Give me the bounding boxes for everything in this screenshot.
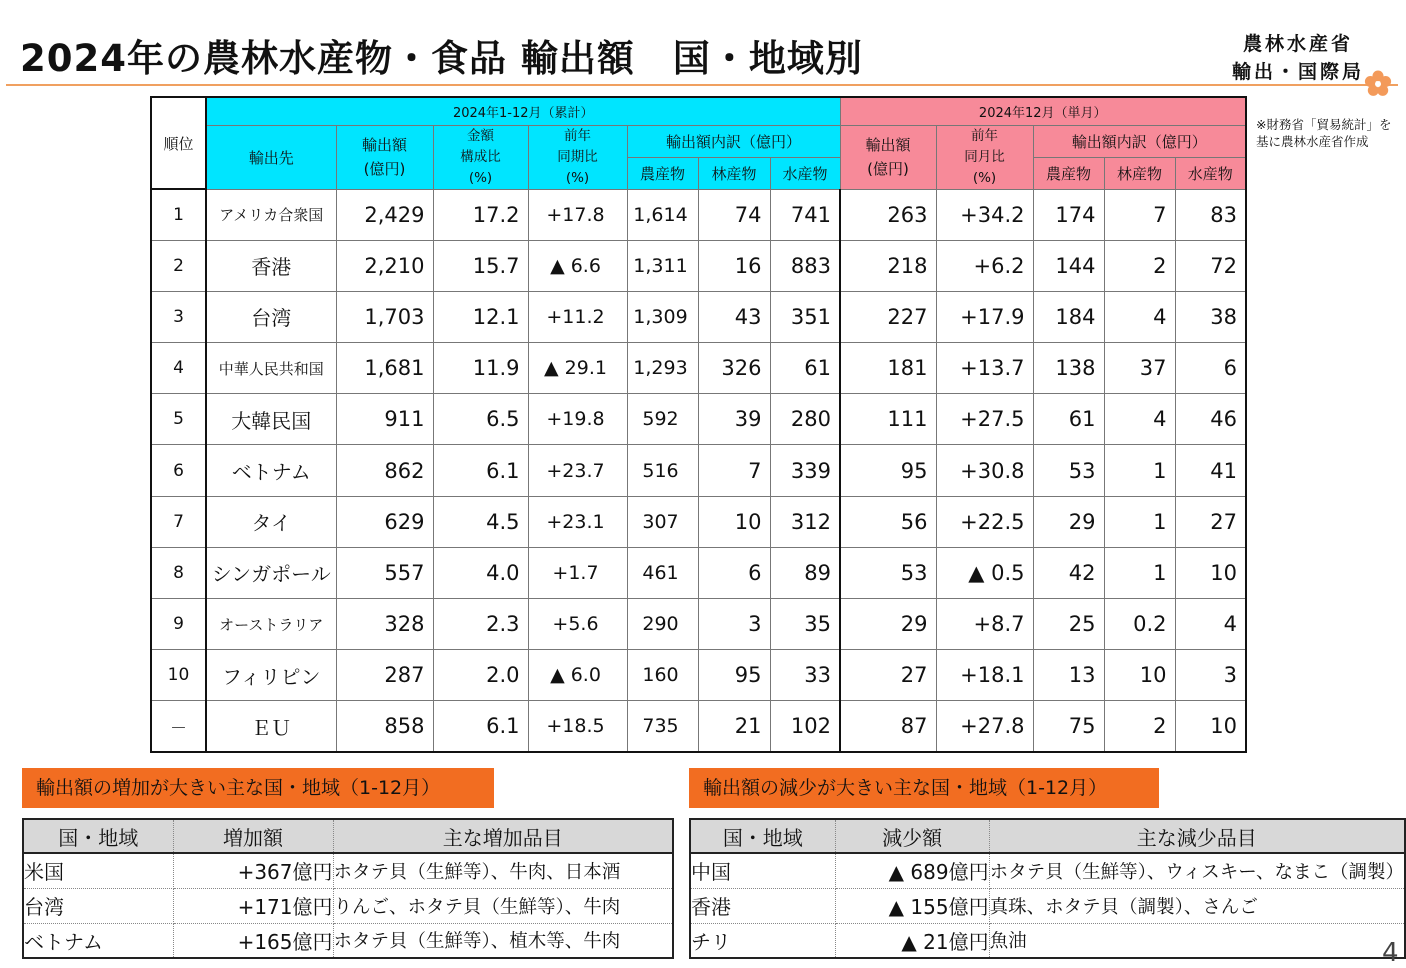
destination-header: 輸出先: [206, 125, 336, 189]
amount-cell: 2,210: [336, 240, 433, 291]
month-fish-cell: 72: [1175, 240, 1246, 291]
country-cell: フィリピン: [206, 650, 336, 701]
month-yoy-cell: +6.2: [936, 240, 1033, 291]
rank-cell: 4: [151, 343, 206, 394]
title-underline: [6, 84, 1398, 86]
country-cell: シンガポール: [206, 547, 336, 598]
month-fish-cell: 38: [1175, 291, 1246, 342]
amount-cell: ▲ 689億円: [835, 853, 989, 888]
yoy-cell: +19.8: [528, 394, 627, 445]
amount-cell: 287: [336, 650, 433, 701]
items-cell: りんご、ホタテ貝（生鮮等）、牛肉: [333, 888, 673, 923]
month-amount-cell: 218: [840, 240, 936, 291]
month-forest-cell: 37: [1104, 343, 1175, 394]
fish-cell: 351: [770, 291, 840, 342]
month-yoy-cell: +34.2: [936, 189, 1033, 240]
month-forest-cell: 0.2: [1104, 599, 1175, 650]
country-cell: 大韓民国: [206, 394, 336, 445]
rank-cell: －: [151, 701, 206, 752]
items-cell: ホタテ貝（生鮮等）、ウィスキー、なまこ（調製）: [989, 853, 1405, 888]
source-note: ※財務省「貿易統計」を 基に農林水産省作成: [1256, 117, 1392, 149]
agri-header: 農産物: [627, 157, 698, 189]
share-cell: 11.9: [433, 343, 528, 394]
country-cell: オーストラリア: [206, 599, 336, 650]
table-row: [151, 701, 1246, 752]
country-cell: ベトナム: [206, 445, 336, 496]
month-amount-cell: 227: [840, 291, 936, 342]
amount-header: 輸出額 (億円): [336, 125, 433, 189]
share-cell: 2.3: [433, 599, 528, 650]
table-row: [690, 888, 1405, 923]
rank-cell: 6: [151, 445, 206, 496]
month-agri-cell: 144: [1033, 240, 1104, 291]
amount-cell: ▲ 21億円: [835, 923, 989, 958]
table-row: [151, 547, 1246, 598]
table-row: [151, 394, 1246, 445]
month-fish-cell: 6: [1175, 343, 1246, 394]
share-cell: 17.2: [433, 189, 528, 240]
rank-cell: 2: [151, 240, 206, 291]
yoy-cell: ▲ 29.1: [528, 343, 627, 394]
amount-cell: 862: [336, 445, 433, 496]
forest-header: 林産物: [698, 157, 770, 189]
country-cell: タイ: [206, 496, 336, 547]
table-row: [151, 343, 1246, 394]
fish-cell: 741: [770, 189, 840, 240]
month-fish-cell: 10: [1175, 701, 1246, 752]
yoy-header: 前年 同期比 (%): [528, 125, 627, 189]
month-fish-cell: 4: [1175, 599, 1246, 650]
yoy-cell: +11.2: [528, 291, 627, 342]
amount-cell: +367億円: [173, 853, 333, 888]
yoy-cell: +5.6: [528, 599, 627, 650]
month-forest-cell: 7: [1104, 189, 1175, 240]
agri-cell: 1,309: [627, 291, 698, 342]
rank-cell: 3: [151, 291, 206, 342]
month-yoy-header: 前年 同月比 (%): [936, 125, 1033, 189]
decrease-section-title: 輸出額の減少が大きい主な国・地域（1-12月）: [689, 768, 1159, 808]
share-cell: 15.7: [433, 240, 528, 291]
month-forest-header: 林産物: [1104, 157, 1175, 189]
country-cell: ＥＵ: [206, 701, 336, 752]
month-forest-cell: 1: [1104, 445, 1175, 496]
month-fish-header: 水産物: [1175, 157, 1246, 189]
region-cell: 中国: [690, 853, 835, 888]
month-forest-cell: 4: [1104, 291, 1175, 342]
decrease-amount-header: 減少額: [835, 819, 989, 853]
month-amount-cell: 87: [840, 701, 936, 752]
fish-cell: 312: [770, 496, 840, 547]
plum-blossom-icon: [1364, 70, 1392, 98]
fish-cell: 339: [770, 445, 840, 496]
month-breakdown-header: 輸出額内訳（億円）: [1033, 125, 1246, 157]
month-fish-cell: 83: [1175, 189, 1246, 240]
bureau-name: 輸出・国際局: [1231, 61, 1364, 83]
yoy-cell: +1.7: [528, 547, 627, 598]
country-cell: アメリカ合衆国: [206, 189, 336, 240]
rank-cell: 8: [151, 547, 206, 598]
month-yoy-cell: +27.5: [936, 394, 1033, 445]
month-yoy-cell: +17.9: [936, 291, 1033, 342]
share-cell: 2.0: [433, 650, 528, 701]
forest-cell: 3: [698, 599, 770, 650]
month-agri-cell: 75: [1033, 701, 1104, 752]
table-row: [151, 240, 1246, 291]
table-row: [151, 291, 1246, 342]
share-cell: 12.1: [433, 291, 528, 342]
table-row: [690, 853, 1405, 888]
rank-cell: 7: [151, 496, 206, 547]
forest-cell: 10: [698, 496, 770, 547]
amount-cell: 1,703: [336, 291, 433, 342]
agri-cell: 461: [627, 547, 698, 598]
rank-cell: 5: [151, 394, 206, 445]
ministry-name: 農林水産省: [1242, 33, 1353, 55]
amount-cell: 1,681: [336, 343, 433, 394]
agri-cell: 1,614: [627, 189, 698, 240]
month-agri-cell: 29: [1033, 496, 1104, 547]
month-agri-cell: 42: [1033, 547, 1104, 598]
month-amount-cell: 56: [840, 496, 936, 547]
amount-cell: 557: [336, 547, 433, 598]
share-cell: 6.1: [433, 445, 528, 496]
month-yoy-cell: +8.7: [936, 599, 1033, 650]
forest-cell: 16: [698, 240, 770, 291]
table-row: [151, 650, 1246, 701]
month-fish-cell: 27: [1175, 496, 1246, 547]
increase-section-title: 輸出額の増加が大きい主な国・地域（1-12月）: [22, 768, 494, 808]
annual-period-header: 2024年1-12月（累計）: [206, 97, 840, 125]
yoy-cell: ▲ 6.6: [528, 240, 627, 291]
month-agri-cell: 25: [1033, 599, 1104, 650]
agri-cell: 1,311: [627, 240, 698, 291]
yoy-cell: +23.1: [528, 496, 627, 547]
forest-cell: 74: [698, 189, 770, 240]
month-yoy-cell: +18.1: [936, 650, 1033, 701]
agri-cell: 516: [627, 445, 698, 496]
month-amount-cell: 263: [840, 189, 936, 240]
month-forest-cell: 4: [1104, 394, 1175, 445]
forest-cell: 326: [698, 343, 770, 394]
table-row: [23, 853, 673, 888]
fish-cell: 89: [770, 547, 840, 598]
yoy-cell: +23.7: [528, 445, 627, 496]
table-row: [151, 445, 1246, 496]
month-fish-cell: 10: [1175, 547, 1246, 598]
fish-cell: 35: [770, 599, 840, 650]
table-row: [151, 189, 1246, 240]
month-agri-cell: 184: [1033, 291, 1104, 342]
annual-breakdown-header: 輸出額内訳（億円）: [627, 125, 840, 157]
region-cell: 米国: [23, 853, 173, 888]
country-cell: 中華人民共和国: [206, 343, 336, 394]
month-amount-cell: 95: [840, 445, 936, 496]
month-agri-cell: 53: [1033, 445, 1104, 496]
table-row: [23, 923, 673, 958]
agri-cell: 592: [627, 394, 698, 445]
month-forest-cell: 2: [1104, 701, 1175, 752]
export-ranking-table: [150, 96, 1247, 753]
forest-cell: 43: [698, 291, 770, 342]
forest-cell: 7: [698, 445, 770, 496]
month-yoy-cell: +27.8: [936, 701, 1033, 752]
fish-cell: 33: [770, 650, 840, 701]
fish-cell: 280: [770, 394, 840, 445]
region-cell: 香港: [690, 888, 835, 923]
rank-header: 順位: [151, 97, 206, 189]
month-agri-cell: 61: [1033, 394, 1104, 445]
items-cell: ホタテ貝（生鮮等）、植木等、牛肉: [333, 923, 673, 958]
table-row: [23, 888, 673, 923]
table-row: [151, 496, 1246, 547]
amount-cell: 911: [336, 394, 433, 445]
share-cell: 6.1: [433, 701, 528, 752]
month-amount-cell: 111: [840, 394, 936, 445]
amount-cell: 629: [336, 496, 433, 547]
items-cell: ホタテ貝（生鮮等）、牛肉、日本酒: [333, 853, 673, 888]
fish-cell: 61: [770, 343, 840, 394]
rank-cell: 9: [151, 599, 206, 650]
month-agri-cell: 174: [1033, 189, 1104, 240]
decrease-region-header: 国・地域: [690, 819, 835, 853]
region-cell: チリ: [690, 923, 835, 958]
ministry-logo-text: [1232, 30, 1364, 86]
forest-cell: 6: [698, 547, 770, 598]
month-amount-cell: 29: [840, 599, 936, 650]
month-forest-cell: 2: [1104, 240, 1175, 291]
forest-cell: 95: [698, 650, 770, 701]
region-cell: 台湾: [23, 888, 173, 923]
month-agri-header: 農産物: [1033, 157, 1104, 189]
share-header: 金額 構成比 (%): [433, 125, 528, 189]
month-yoy-cell: +22.5: [936, 496, 1033, 547]
month-period-header: 2024年12月（単月）: [840, 97, 1246, 125]
agri-cell: 307: [627, 496, 698, 547]
agri-cell: 160: [627, 650, 698, 701]
month-yoy-cell: ▲ 0.5: [936, 547, 1033, 598]
decrease-table: [689, 818, 1406, 959]
share-cell: 4.0: [433, 547, 528, 598]
increase-table: [22, 818, 674, 959]
month-fish-cell: 3: [1175, 650, 1246, 701]
forest-cell: 39: [698, 394, 770, 445]
month-fish-cell: 41: [1175, 445, 1246, 496]
country-cell: 香港: [206, 240, 336, 291]
agri-cell: 290: [627, 599, 698, 650]
fish-cell: 102: [770, 701, 840, 752]
items-cell: 真珠、ホタテ貝（調製）、さんご: [989, 888, 1405, 923]
fish-cell: 883: [770, 240, 840, 291]
amount-cell: 328: [336, 599, 433, 650]
table-row: [690, 923, 1405, 958]
country-cell: 台湾: [206, 291, 336, 342]
month-amount-cell: 181: [840, 343, 936, 394]
month-agri-cell: 13: [1033, 650, 1104, 701]
table-row: [151, 599, 1246, 650]
month-forest-cell: 1: [1104, 547, 1175, 598]
yoy-cell: +17.8: [528, 189, 627, 240]
increase-items-header: 主な増加品目: [333, 819, 673, 853]
share-cell: 6.5: [433, 394, 528, 445]
yoy-cell: ▲ 6.0: [528, 650, 627, 701]
month-yoy-cell: +13.7: [936, 343, 1033, 394]
increase-region-header: 国・地域: [23, 819, 173, 853]
amount-cell: 858: [336, 701, 433, 752]
page-number: 4: [1382, 938, 1399, 968]
region-cell: ベトナム: [23, 923, 173, 958]
agri-cell: 735: [627, 701, 698, 752]
month-amount-cell: 53: [840, 547, 936, 598]
month-amount-cell: 27: [840, 650, 936, 701]
month-amount-header: 輸出額 (億円): [840, 125, 936, 189]
rank-cell: 1: [151, 189, 206, 240]
share-cell: 4.5: [433, 496, 528, 547]
page-title: 2024年の農林水産物・食品 輸出額 国・地域別: [20, 37, 863, 80]
month-fish-cell: 46: [1175, 394, 1246, 445]
amount-cell: ▲ 155億円: [835, 888, 989, 923]
month-yoy-cell: +30.8: [936, 445, 1033, 496]
items-cell: 魚油: [989, 923, 1405, 958]
amount-cell: +171億円: [173, 888, 333, 923]
forest-cell: 21: [698, 701, 770, 752]
rank-cell: 10: [151, 650, 206, 701]
amount-cell: +165億円: [173, 923, 333, 958]
month-agri-cell: 138: [1033, 343, 1104, 394]
decrease-items-header: 主な減少品目: [989, 819, 1405, 853]
fish-header: 水産物: [770, 157, 840, 189]
month-forest-cell: 1: [1104, 496, 1175, 547]
yoy-cell: +18.5: [528, 701, 627, 752]
amount-cell: 2,429: [336, 189, 433, 240]
increase-amount-header: 増加額: [173, 819, 333, 853]
agri-cell: 1,293: [627, 343, 698, 394]
month-forest-cell: 10: [1104, 650, 1175, 701]
